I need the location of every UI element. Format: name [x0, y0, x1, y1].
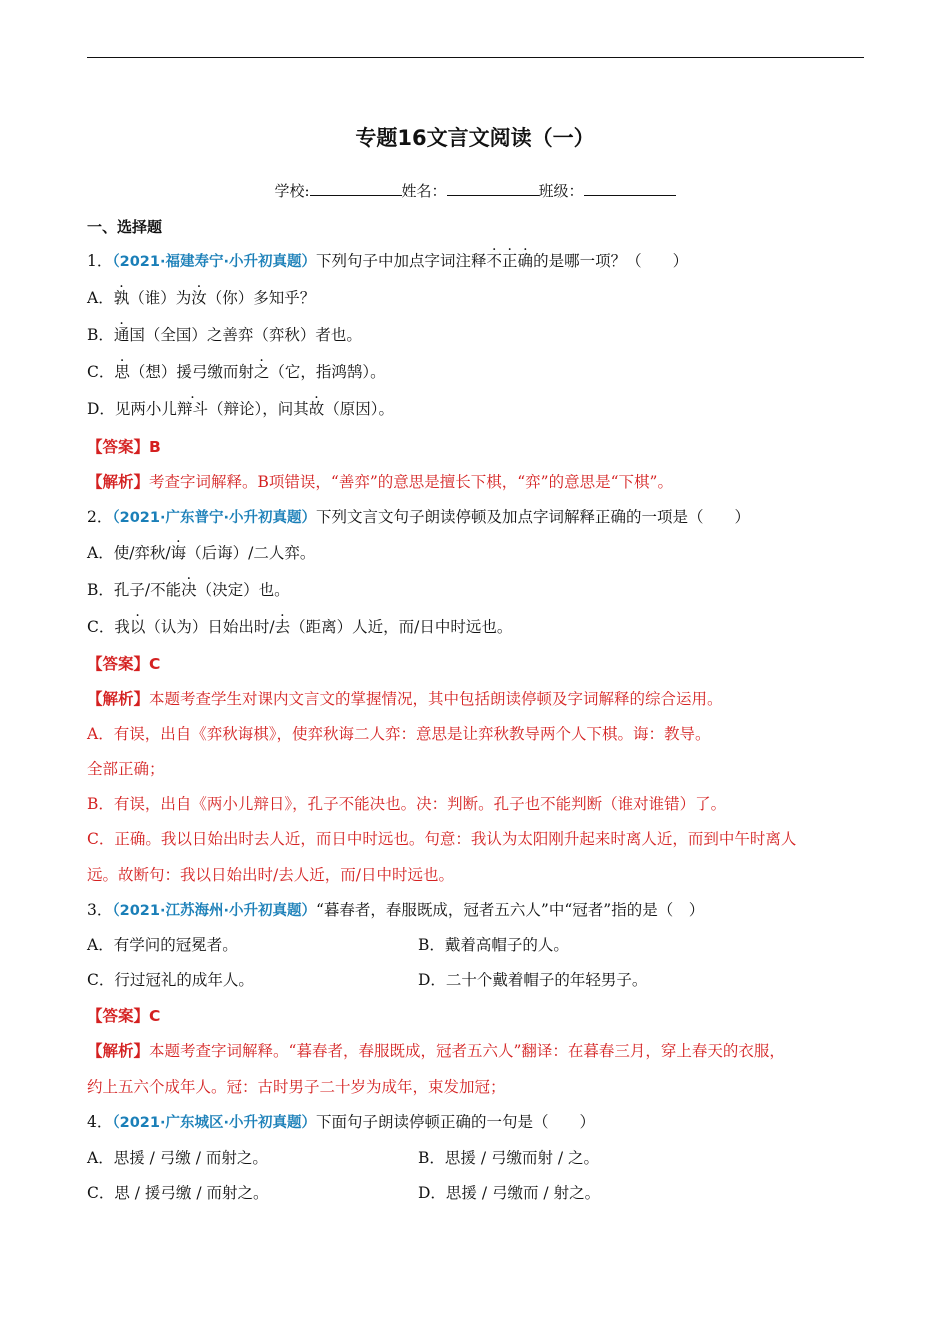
question-3-stem — [87, 900, 704, 921]
question-4-options-row-2 — [87, 1183, 601, 1203]
question-1-option-b — [87, 325, 362, 345]
question-number: 3． — [87, 901, 113, 919]
question-number: 4． — [87, 1113, 113, 1131]
question-source: （2021·江苏海州·小升初真题） — [112, 903, 316, 919]
question-source: （2021·广东城区·小升初真题） — [112, 1115, 316, 1131]
dotted-word: 诲 — [170, 544, 187, 562]
question-1-stem — [87, 251, 688, 272]
analysis-tag: 【解析】 — [87, 1042, 150, 1060]
dotted-char: 确 — [517, 252, 534, 270]
stem-text: 下面句子朗读停顿正确的一句是（ ） — [316, 1113, 596, 1131]
analysis-text: 本题考查学生对课内文言文的掌握情况，其中包括朗读停顿及字词解释的综合运用。 — [149, 690, 723, 708]
answer-tag: 【答案】 — [87, 438, 150, 456]
question-number: 1． — [87, 252, 113, 270]
header-rule — [87, 57, 864, 58]
option-b: B．戴着高帽子的人。 — [418, 936, 569, 954]
question-3-analysis — [87, 1041, 785, 1061]
question-1-option-a — [87, 288, 315, 308]
analysis-tag: 【解析】 — [87, 473, 150, 491]
question-number: 2． — [87, 508, 113, 526]
answer-value: B — [149, 438, 161, 456]
dotted-char: 正 — [502, 252, 518, 270]
class-label: 班级： — [538, 182, 584, 200]
option-text: 国（全国）之善弈（弈秋）者也。 — [129, 326, 362, 344]
option-d: D．二十个戴着帽子的年轻男子。 — [418, 971, 648, 989]
analysis-line: 全部正确； — [87, 760, 165, 778]
analysis-tag: 【解析】 — [87, 690, 150, 708]
question-4-stem — [87, 1112, 595, 1133]
question-1-option-d — [87, 399, 394, 419]
school-blank — [310, 181, 402, 196]
stem-text: 下列句子中加点字词注释 — [316, 252, 487, 270]
option-text: （后诲）/二人弈。 — [186, 544, 316, 562]
question-1-answer — [87, 437, 161, 457]
question-2-answer — [87, 654, 160, 674]
question-1-option-c — [87, 362, 386, 382]
option-text: （辩论），问其 — [207, 400, 309, 418]
question-2-stem — [87, 507, 750, 528]
answer-value: C — [149, 655, 161, 673]
option-text: （想）援弓缴而射 — [129, 363, 254, 381]
student-info — [0, 180, 950, 201]
analysis-line: C．正确。我以日始出时去人近，而日中时远也。句意：我认为太阳刚升起来时离人近，而到中午时离人 — [87, 830, 797, 848]
dotted-word: 孰 — [113, 289, 130, 307]
option-text: （原因）。 — [324, 400, 394, 418]
answer-value: C — [149, 1007, 161, 1025]
question-4-options-row-1 — [87, 1148, 600, 1168]
option-prefix: B．孔子/不能 — [87, 581, 182, 599]
option-text: （认为）日始出时/ — [145, 618, 275, 636]
question-2-option-b — [87, 580, 290, 600]
page-title: 专题16文言文阅读（一） — [355, 126, 595, 150]
option-text: （谁）为 — [129, 289, 192, 307]
analysis-text: 本题考查字词解释。“暮春者，春服既成，冠者五六人”翻译：在暮春三月，穿上春天的衣服， — [149, 1042, 785, 1060]
name-blank — [447, 181, 539, 196]
option-c: C．行过冠礼的成年人。 — [87, 971, 254, 989]
dotted-word: 辩斗 — [176, 400, 208, 418]
answer-tag: 【答案】 — [87, 655, 150, 673]
option-prefix: A．使/弈秋/ — [87, 544, 171, 562]
option-prefix: C．我 — [87, 618, 130, 636]
option-text: （你）多知乎？ — [206, 289, 316, 307]
dotted-char: 不 — [486, 252, 503, 270]
analysis-line: 远。故断句：我以日始出时/去人近，而/日中时远也。 — [87, 866, 454, 884]
option-a: A．有学问的冠冕者。 — [87, 936, 238, 954]
section-heading: 一、选择题 — [87, 218, 163, 236]
dotted-word: 故 — [308, 400, 325, 418]
question-2-option-a — [87, 543, 315, 563]
stem-text: 下列文言文句子朗读停顿及加点字词解释正确的一项是（ ） — [316, 508, 751, 526]
question-1-analysis — [87, 472, 673, 492]
option-prefix: A． — [87, 289, 114, 307]
dotted-word: 以 — [129, 618, 146, 636]
answer-tag: 【答案】 — [87, 1007, 150, 1025]
option-d: D．思援 / 弓缴而 / 射之。 — [418, 1184, 601, 1202]
question-2-analysis — [87, 689, 723, 709]
dotted-word: 通 — [113, 326, 130, 344]
analysis-line: B．有误，出自《两小儿辩日》，孔子不能决也。决：判断。孔子也不能判断（谁对谁错）了。 — [87, 795, 727, 813]
analysis-text: 考查字词解释。B项错误，“善弈”的意思是擅长下棋，“弈”的意思是“下棋”。 — [149, 473, 673, 491]
question-3-options-row-2 — [87, 970, 648, 990]
analysis-line: A．有误，出自《弈秋诲棋》，使弈秋诲二人弈：意思是让弈秋教导两个人下棋。诲：教导。 — [87, 725, 711, 743]
dotted-word: 去 — [274, 618, 291, 636]
dotted-word: 之 — [253, 363, 270, 381]
question-2-option-c — [87, 617, 512, 637]
question-3-options-row-1 — [87, 935, 569, 955]
dotted-word: 汝 — [191, 289, 207, 307]
question-3-answer — [87, 1006, 160, 1026]
name-label: 姓名： — [401, 182, 447, 200]
question-source: （2021·福建寿宁·小升初真题） — [112, 254, 316, 270]
option-a: A．思援 / 弓缴 / 而射之。 — [87, 1149, 268, 1167]
dotted-word: 决 — [181, 581, 197, 599]
dotted-word: 思 — [114, 363, 130, 381]
option-text: （决定）也。 — [196, 581, 290, 599]
option-prefix: B． — [87, 326, 114, 344]
option-text: （它，指鸿鹄）。 — [269, 363, 386, 381]
school-label: 学校: — [274, 182, 310, 200]
class-blank — [584, 181, 676, 196]
option-prefix: C． — [87, 363, 115, 381]
stem-text: “暮春者，春服既成，冠者五六人”中“冠者”指的是（ ） — [316, 901, 705, 919]
analysis-line: 约上五六个成年人。冠：古时男子二十岁为成年，束发加冠； — [87, 1078, 506, 1096]
option-prefix: D．见两小儿 — [87, 400, 177, 418]
option-c: C．思 / 援弓缴 / 而射之。 — [87, 1184, 269, 1202]
dotted-word — [487, 252, 534, 270]
question-source: （2021·广东普宁·小升初真题） — [112, 510, 316, 526]
option-b: B．思援 / 弓缴而射 / 之。 — [418, 1149, 600, 1167]
option-text: （距离）人近，而/日中时远也。 — [290, 618, 513, 636]
stem-text: 的是哪一项？（ ） — [533, 252, 689, 270]
